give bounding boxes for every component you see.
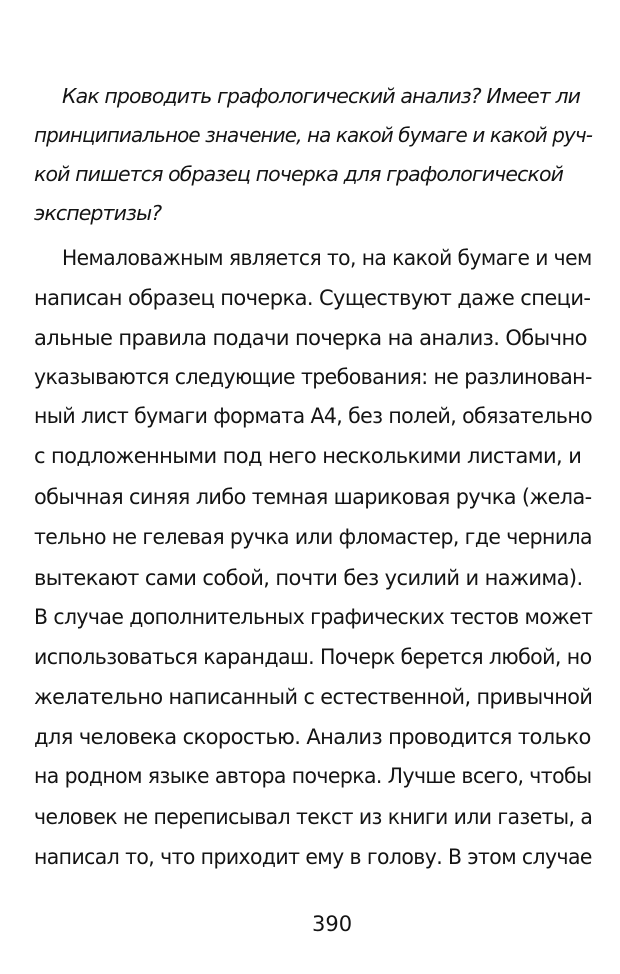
answer-line: человек не переписывал текст из книги или газеты, а [34, 805, 593, 829]
answer-line: использоваться карандаш. Почерк берется любой, но [34, 645, 592, 669]
page-number: 390 [312, 912, 353, 936]
answer-line: желательно написанный с естественной, привычной [34, 685, 593, 709]
answer-line: на родном языке автора почерка. Лучше всего, чтобы [34, 764, 592, 788]
question-line: Как проводить графологический анализ? Имеет ли [62, 84, 581, 108]
answer-line: альные правила подачи почерка на анализ. Обычно [34, 326, 587, 350]
answer-line: ный лист бумаги формата А4, без полей, обязательно [34, 404, 593, 428]
answer-line: написал то, что приходит ему в голову. В этом случае [34, 845, 592, 869]
answer-line: обычная синяя либо темная шариковая ручка (жела- [34, 485, 592, 509]
answer-line: с подложенными под него несколькими листами, и [34, 444, 582, 468]
answer-line: для человека скоростью. Анализ проводится только [34, 725, 591, 749]
question-line: кой пишется образец почерка для графологической [34, 162, 564, 186]
answer-line: указываются следующие требования: не разлинован- [34, 365, 592, 389]
answer-line: Немаловажным является то, на какой бумаге и чем [62, 246, 592, 270]
question-line: принципиальное значение, на какой бумаге и какой руч- [34, 123, 593, 147]
question-line: экспертизы? [34, 201, 162, 225]
answer-line: тельно не гелевая ручка или фломастер, где чернила [34, 525, 592, 549]
answer-line: написан образец почерка. Существуют даже специ- [34, 286, 591, 310]
answer-line: В случае дополнительных графических тестов может [34, 605, 593, 629]
answer-line: вытекают сами собой, почти без усилий и нажима). [34, 566, 583, 590]
